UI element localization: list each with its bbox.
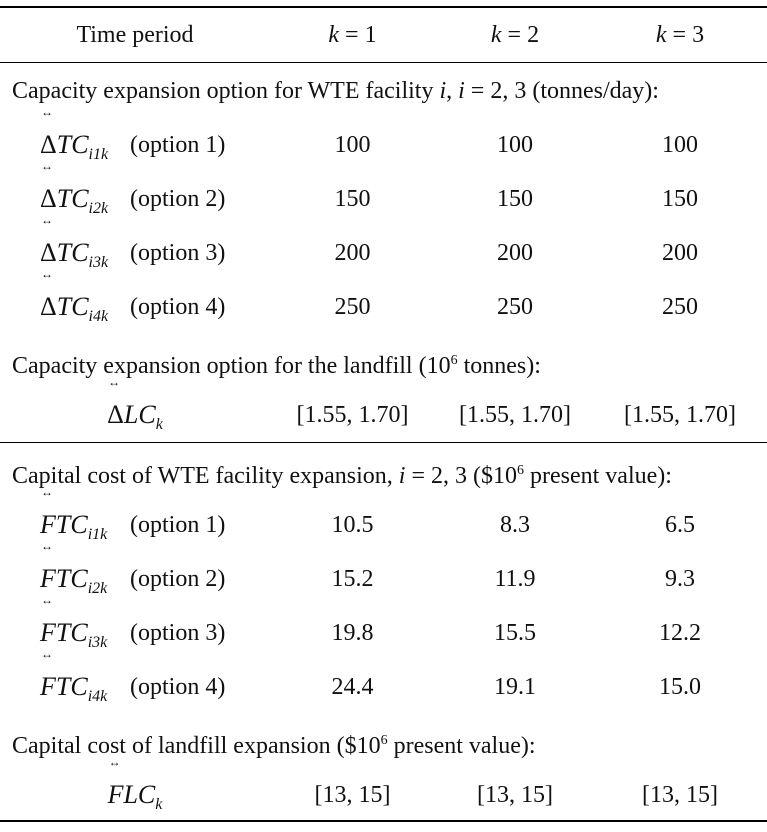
wte-cost-k2: 8.3 — [500, 512, 530, 538]
wte-capacity-option-label: (option 3) — [130, 240, 226, 266]
wte-cost-k1: 10.5 — [331, 512, 374, 538]
header-time-period: Time period — [76, 22, 194, 48]
wte-cost-k1: 19.8 — [331, 620, 374, 646]
wte-cost-k3: 15.0 — [659, 674, 701, 700]
wte-cost-symbol: ↔ $FTC_{i3k}$ — [40, 606, 107, 660]
wte-capacity-symbol: ↔ $\Delta TC_{i1k}$ — [40, 118, 108, 172]
wte-capacity-k1: 150 — [334, 186, 371, 212]
landfill-capacity-k3: [1.55, 1.70] — [624, 402, 736, 428]
landfill-capacity-symbol: ↔ $\Delta LC_k$ — [0, 388, 270, 442]
wte-capacity-option-label: (option 1) — [130, 132, 226, 158]
wte-capacity-k3: 100 — [662, 132, 698, 158]
wte-capacity-row — [0, 280, 767, 334]
wte-capacity-k1: 200 — [334, 240, 371, 266]
wte-capacity-k1: 250 — [334, 294, 371, 320]
wte-cost-row — [0, 660, 767, 714]
header-k3: k = 3 — [655, 22, 705, 48]
landfill-cost-k1: [13, 15] — [314, 782, 391, 808]
section-landfill-capacity-title: Capacity expansion option for the landfill ($10^6$ tonnes): — [12, 353, 541, 379]
section-wte-cost-title: Capital cost of WTE facility expansion, i = 2, 3 ($\$10^6$ present value): — [12, 463, 672, 489]
wte-capacity-row — [0, 118, 767, 172]
wte-capacity-k2: 200 — [497, 240, 533, 266]
wte-capacity-k2: 100 — [497, 132, 533, 158]
wte-cost-k1: 24.4 — [331, 674, 374, 700]
wte-capacity-row — [0, 226, 767, 280]
wte-capacity-k1: 100 — [334, 132, 371, 158]
wte-capacity-k3: 250 — [662, 294, 698, 320]
landfill-cost-k2: [13, 15] — [477, 782, 553, 808]
header-k1: k = 1 — [328, 22, 377, 48]
section-landfill-cost-title: Capital cost of landfill expansion ($\$10^6$ present value): — [12, 733, 536, 759]
section-wte-capacity-title: Capacity expansion option for WTE facility i, i = 2, 3 (tonnes/day): — [12, 78, 659, 104]
wte-cost-k3: 6.5 — [665, 512, 695, 538]
wte-cost-k3: 12.2 — [659, 620, 701, 646]
wte-capacity-row — [0, 172, 767, 226]
wte-cost-option-label: (option 3) — [130, 620, 226, 646]
landfill-cost-symbol: ↔ $FLC_k$ — [0, 768, 270, 822]
wte-capacity-option-label: (option 2) — [130, 186, 226, 212]
landfill-capacity-k2: [1.55, 1.70] — [459, 402, 571, 428]
header-row — [0, 8, 767, 62]
wte-capacity-k3: 150 — [662, 186, 698, 212]
wte-cost-k2: 19.1 — [494, 674, 536, 700]
wte-capacity-symbol: ↔ $\Delta TC_{i4k}$ — [40, 280, 108, 334]
wte-capacity-k2: 250 — [497, 294, 533, 320]
wte-capacity-symbol: ↔ $\Delta TC_{i3k}$ — [40, 226, 108, 280]
wte-cost-k2: 15.5 — [494, 620, 536, 646]
landfill-cost-k3: [13, 15] — [642, 782, 718, 808]
wte-cost-k1: 15.2 — [331, 566, 374, 592]
wte-capacity-k3: 200 — [662, 240, 698, 266]
landfill-capacity-row — [0, 388, 767, 442]
wte-cost-symbol: ↔ $FTC_{i2k}$ — [40, 552, 107, 606]
wte-cost-k3: 9.3 — [665, 566, 695, 592]
header-k2: k = 2 — [490, 22, 540, 48]
landfill-cost-row — [0, 768, 767, 822]
middle-rule — [0, 442, 767, 443]
wte-capacity-k2: 150 — [497, 186, 533, 212]
wte-cost-k2: 11.9 — [494, 566, 536, 592]
wte-cost-option-label: (option 4) — [130, 674, 226, 700]
wte-cost-row — [0, 606, 767, 660]
header-rule — [0, 62, 767, 63]
wte-cost-option-label: (option 2) — [130, 566, 226, 592]
landfill-capacity-k1: [1.55, 1.70] — [296, 402, 409, 428]
bottom-rule — [0, 820, 767, 822]
wte-cost-row — [0, 498, 767, 552]
wte-cost-symbol: ↔ $FTC_{i4k}$ — [40, 660, 107, 714]
wte-cost-symbol: ↔ $FTC_{i1k}$ — [40, 498, 107, 552]
wte-cost-row — [0, 552, 767, 606]
wte-capacity-option-label: (option 4) — [130, 294, 226, 320]
wte-cost-option-label: (option 1) — [130, 512, 226, 538]
wte-capacity-symbol: ↔ $\Delta TC_{i2k}$ — [40, 172, 108, 226]
